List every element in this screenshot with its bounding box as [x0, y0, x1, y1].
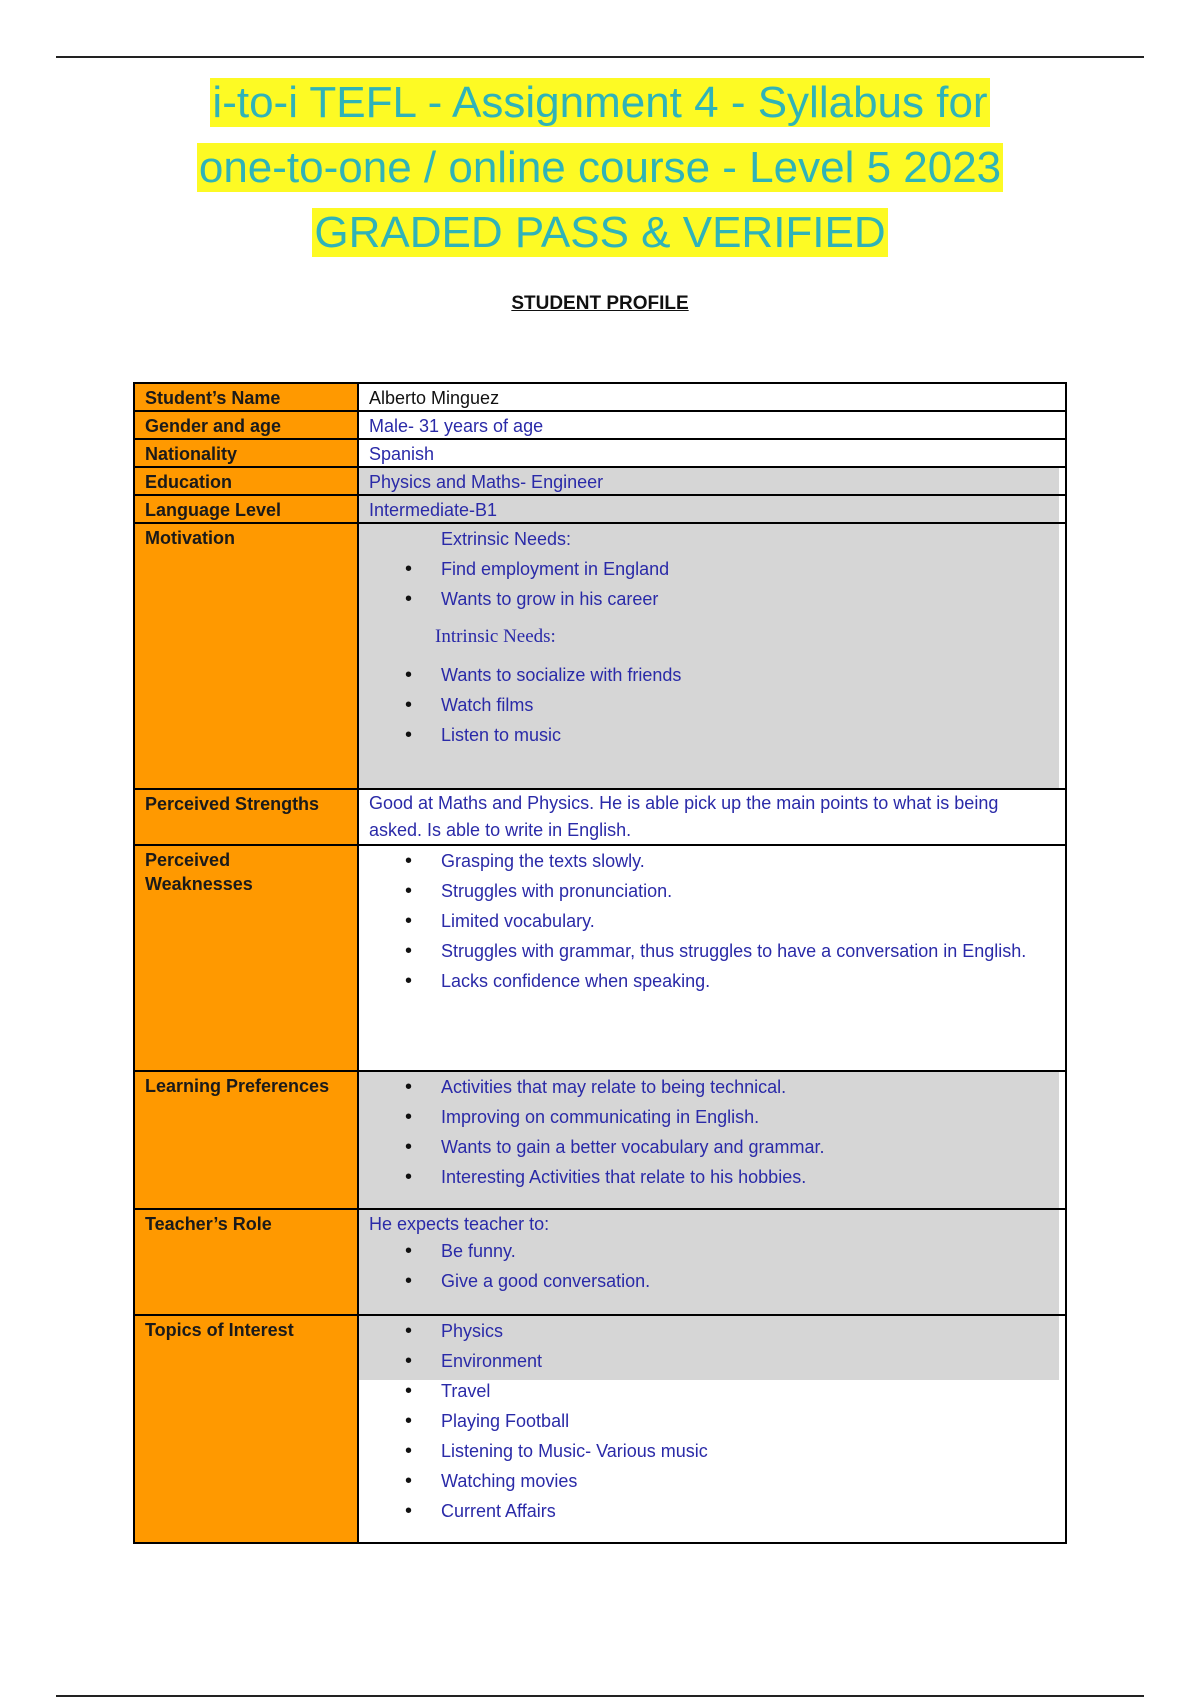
list-item: • Physics [369, 1316, 1055, 1346]
list-item: • Wants to gain a better vocabulary and grammar. [369, 1132, 1055, 1162]
row-label: Motivation [135, 524, 359, 788]
list-item: • Activities that may relate to being technical. [369, 1072, 1055, 1102]
row-value: Good at Maths and Physics. He is able pick up the main points to what is being asked. Is able to write in English. [369, 793, 999, 840]
row-label: Learning Preferences [135, 1072, 359, 1208]
intrinsic-heading: Intrinsic Needs: [435, 626, 556, 647]
section-heading: STUDENT PROFILE [511, 293, 689, 314]
table-row-preferences [135, 1072, 1065, 1210]
preferences-content [359, 1072, 1065, 1208]
list-item: • Limited vocabulary. [369, 906, 1055, 936]
list-item: • Current Affairs [369, 1496, 1055, 1526]
row-label: Student’s Name [135, 384, 359, 410]
row-label: Gender and age [135, 412, 359, 438]
list-item: • Find employment in England [369, 554, 1055, 584]
table-row-motivation [135, 524, 1065, 790]
document-title [100, 70, 1100, 265]
row-value: Physics and Maths- Engineer [369, 472, 604, 492]
topics-content [359, 1316, 1065, 1542]
list-item: • Improving on communicating in English. [369, 1102, 1055, 1132]
row-value: Spanish [369, 444, 435, 464]
row-label: Nationality [135, 440, 359, 466]
list-item: • Listen to music [369, 720, 1055, 750]
list-item: • Give a good conversation. [369, 1266, 1055, 1296]
table-row [135, 440, 1065, 468]
table-row [135, 468, 1065, 496]
list-item: • Struggles with pronunciation. [369, 876, 1055, 906]
list-item: • Watching movies [369, 1466, 1055, 1496]
list-item: • Lacks confidence when speaking. [369, 966, 1055, 996]
student-profile-table [133, 382, 1067, 1544]
top-rule [56, 56, 1144, 58]
list-item: • Playing Football [369, 1406, 1055, 1436]
table-row [135, 496, 1065, 524]
table-row [135, 384, 1065, 412]
list-item: • Wants to grow in his career [369, 584, 1055, 614]
teacher-role-intro: He expects teacher to: [369, 1214, 550, 1234]
title-line: one-to-one / online course - Level 5 2023 [198, 143, 1002, 192]
list-item: • Environment [369, 1346, 1055, 1376]
row-label: Perceived Strengths [135, 790, 359, 844]
row-label: Perceived Weaknesses [135, 846, 359, 1070]
table-row [135, 790, 1065, 846]
list-item: • Watch films [369, 690, 1055, 720]
row-label: Topics of Interest [135, 1316, 359, 1542]
title-line: i-to-i TEFL - Assignment 4 - Syllabus for [212, 78, 988, 127]
table-row-teacher-role [135, 1210, 1065, 1316]
row-value: Male- 31 years of age [369, 416, 544, 436]
row-label: Language Level [135, 496, 359, 522]
table-row-topics [135, 1316, 1065, 1542]
list-item: • Travel [369, 1376, 1055, 1406]
list-item: • Struggles with grammar, thus struggles to have a conversation in English. [369, 936, 1055, 966]
row-label: Education [135, 468, 359, 494]
list-item: • Wants to socialize with friends [369, 660, 1055, 690]
motivation-content [359, 524, 1065, 788]
row-value: Intermediate-B1 [369, 500, 498, 520]
teacher-role-content [359, 1210, 1065, 1314]
bottom-rule [56, 1695, 1144, 1697]
list-item: • Listening to Music- Various music [369, 1436, 1055, 1466]
list-item: • Be funny. [369, 1236, 1055, 1266]
list-item: • Interesting Activities that relate to his hobbies. [369, 1162, 1055, 1192]
weaknesses-content [359, 846, 1065, 1070]
list-item: • Grasping the texts slowly. [369, 846, 1055, 876]
table-row [135, 412, 1065, 440]
row-value: Alberto Minguez [369, 388, 500, 408]
extrinsic-heading: Extrinsic Needs: [441, 529, 572, 549]
title-line: GRADED PASS & VERIFIED [314, 208, 886, 257]
table-row-weaknesses [135, 846, 1065, 1072]
row-label: Teacher’s Role [135, 1210, 359, 1314]
